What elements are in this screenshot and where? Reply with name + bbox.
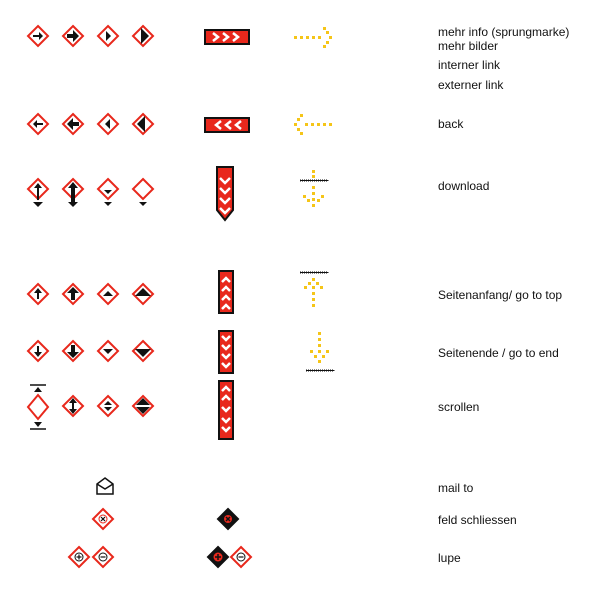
download-filled-icon (62, 178, 84, 216)
dotted-arrow-right-icon (292, 25, 336, 49)
back-row (0, 100, 600, 160)
chevron-bar-right-icon (204, 29, 250, 45)
scroll-icon (27, 383, 49, 431)
label-scroll: scrollen (438, 400, 480, 414)
arrow-left-filled-icon (62, 113, 84, 135)
arrow-right-icon (27, 25, 49, 47)
close-row (0, 500, 600, 538)
label-end: Seitenende / go to end (438, 346, 559, 360)
zoom-out-filled-icon (230, 546, 252, 568)
chevron-bar-left-icon (204, 117, 250, 133)
close-filled-icon (217, 508, 239, 530)
label-mehr-info: mehr info (sprungmarke) (438, 25, 570, 39)
close-outline-icon (92, 508, 114, 530)
zoom-in-filled-icon (207, 546, 229, 568)
arrow-right-solid-icon (132, 25, 154, 47)
label-close: feld schliessen (438, 513, 517, 527)
dotted-arrow-top-icon (298, 270, 330, 314)
arrow-down-icon (27, 340, 49, 362)
arrow-down-filled-icon (62, 340, 84, 362)
arrow-left-solid-icon (132, 113, 154, 135)
zoom-in-icon (68, 546, 90, 568)
mail-row (0, 470, 600, 500)
zoom-row (0, 538, 600, 578)
label-back: back (438, 117, 464, 131)
forward-row (0, 0, 600, 100)
arrow-left-small-icon (97, 113, 119, 135)
dotted-arrow-end-icon (304, 330, 336, 374)
label-zoom: lupe (438, 551, 461, 565)
arrow-up-small-icon (97, 283, 119, 305)
download-icon (27, 178, 49, 216)
label-externer-link: externer link (438, 78, 504, 92)
label-top: Seitenanfang/ go to top (438, 288, 563, 302)
zoom-out-icon (92, 546, 114, 568)
arrow-right-filled-icon (62, 25, 84, 47)
arrow-up-solid-icon (132, 283, 154, 305)
scroll-row (0, 380, 600, 450)
arrow-up-icon (27, 283, 49, 305)
dotted-arrow-down-icon (298, 168, 330, 212)
label-download: download (438, 179, 490, 193)
dotted-arrow-left-icon (290, 112, 334, 136)
arrow-left-icon (27, 113, 49, 135)
chevron-bar-scroll-icon (218, 380, 234, 440)
arrow-down-solid-icon (132, 340, 154, 362)
arrow-right-small-icon (97, 25, 119, 47)
label-mail: mail to (438, 481, 474, 495)
chevron-bar-down-icon (218, 330, 234, 374)
arrow-down-small-icon (97, 340, 119, 362)
scroll-solid-icon (132, 395, 154, 417)
scroll-small-icon (97, 395, 119, 417)
arrow-up-filled-icon (62, 283, 84, 305)
chevron-bar-down-icon (216, 166, 234, 222)
download-row (0, 160, 600, 260)
top-row (0, 260, 600, 330)
download-outline-icon (132, 178, 154, 216)
label-interner-link: interner link (438, 58, 501, 72)
download-small-icon (97, 178, 119, 216)
label-mehr-bilder: mehr bilder (438, 39, 499, 53)
end-row (0, 330, 600, 380)
scroll-filled-icon (62, 395, 84, 417)
envelope-icon (96, 477, 114, 495)
chevron-bar-up-icon (218, 270, 234, 314)
